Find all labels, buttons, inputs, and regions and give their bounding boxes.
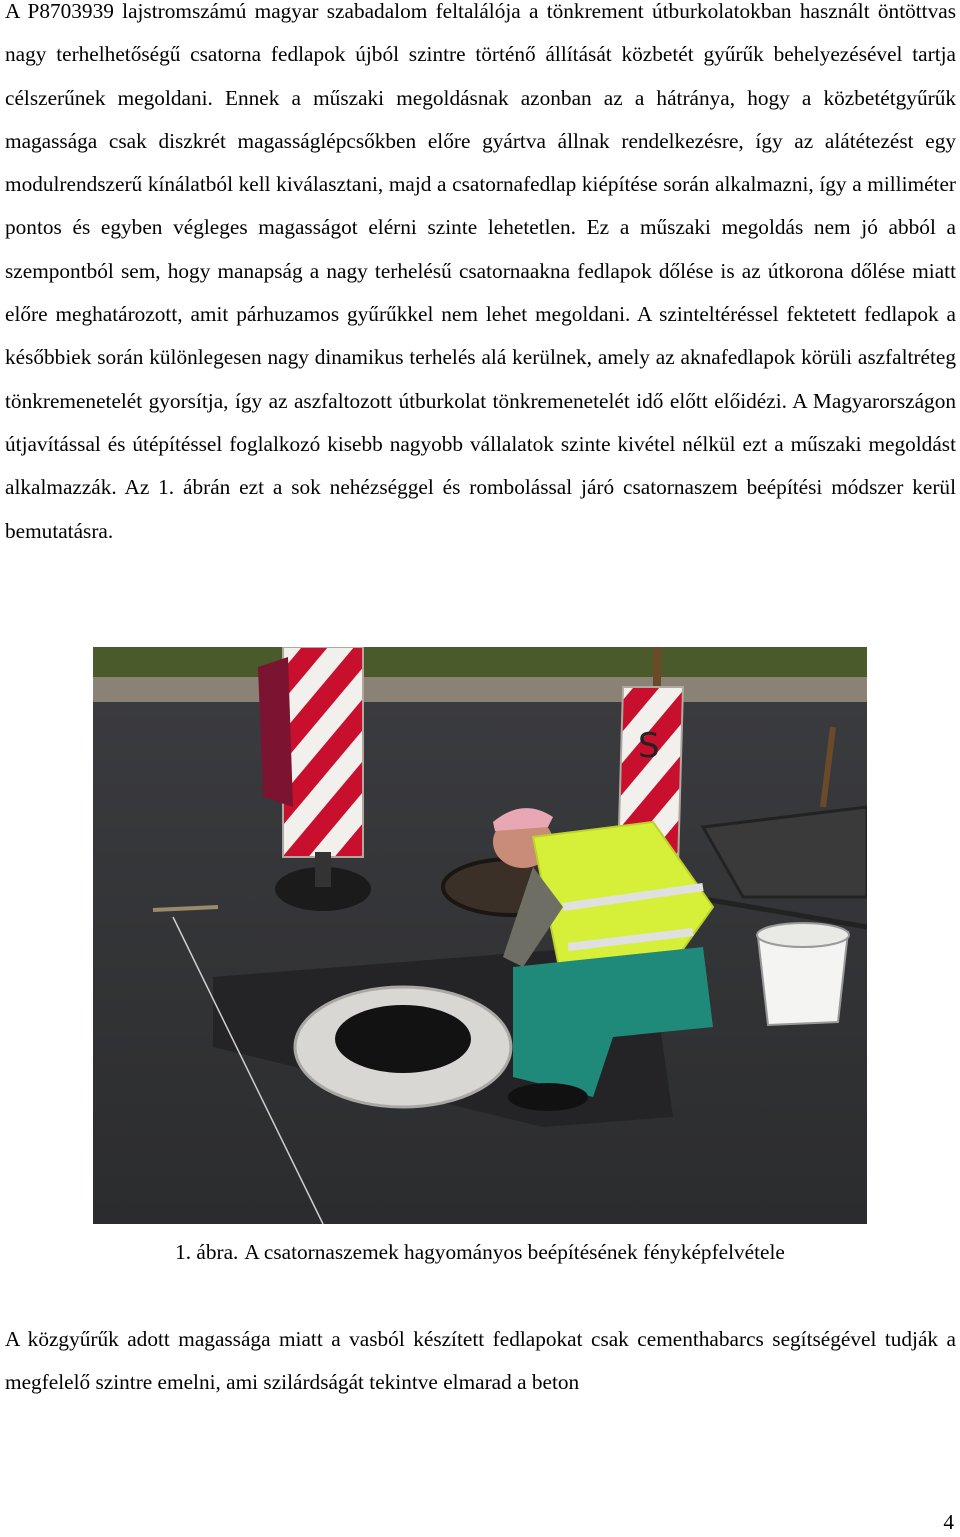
figure-caption bbox=[0, 1236, 960, 1268]
body-paragraph-1: A P8703939 lajstromszámú magyar szabadalom feltalálója a tönkrement útburkolatokban használt öntöttvas nagy terhelhetőségű csatorna fedlapok újból szintre történő állítását közbetét gyűrűk behelyezésével tartja célszerűnek megoldani. Ennek a műszaki megoldásnak azonban az a hátránya, hogy a közbetétgyűrűk magassága csak diszkrét magasságlépcsőkben előre gyártva állnak rendelkezésre, így az alátétezést egy modulrendszerű kínálatból kell kiválasztani, majd a csatornafedlap kiépítése során alkalmazni, így a milliméter pontos és egyben végleges magasságot elérni szinte lehetetlen. Ez a műszaki megoldás nem jó abból a szempontból sem, hogy manapság a nagy terhelésű csatornaakna fedlapok dőlése is az útkorona dőlése miatt előre meghatározott, amit párhuzamos gyűrűkkel nem lehet megoldani. A szinteltéréssel fektetett fedlapok a későbbiek során különlegesen nagy dinamikus terhelés alá kerülnek, amely az aknafedlapok körüli aszfaltréteg tönkremenetelét gyorsítja, így az aszfaltozott útburkolat tönkremenetelét idő előtt előidézi. A Magyarországon útjavítással és útépítéssel foglalkozó kisebb nagyobb vállalatok szinte kivétel nélkül ezt a műszaki megoldást alkalmazzák. Az 1. ábrán ezt a sok nehézséggel és rombolással járó csatornaszem beépítési módszer kerül bemutatásra. bbox=[5, 0, 956, 543]
concrete-ring bbox=[295, 987, 511, 1107]
figure-photo-manhole-installation bbox=[93, 647, 867, 1224]
white-bucket bbox=[757, 923, 849, 1025]
page-number: 4 bbox=[943, 1510, 954, 1534]
graffiti-text: S bbox=[638, 726, 660, 766]
figure-number: 1. ábra. bbox=[175, 1240, 239, 1264]
body-paragraph-2: A közgyűrűk adott magassága miatt a vasból készített fedlapokat csak cementhabarcs segítségével tudják a megfelelő szintre emelni, ami szilárdságát tekintve elmarad a beton bbox=[5, 1327, 956, 1395]
figure-caption-text: A csatornaszemek hagyományos beépítésének fényképfelvétele bbox=[244, 1240, 785, 1264]
